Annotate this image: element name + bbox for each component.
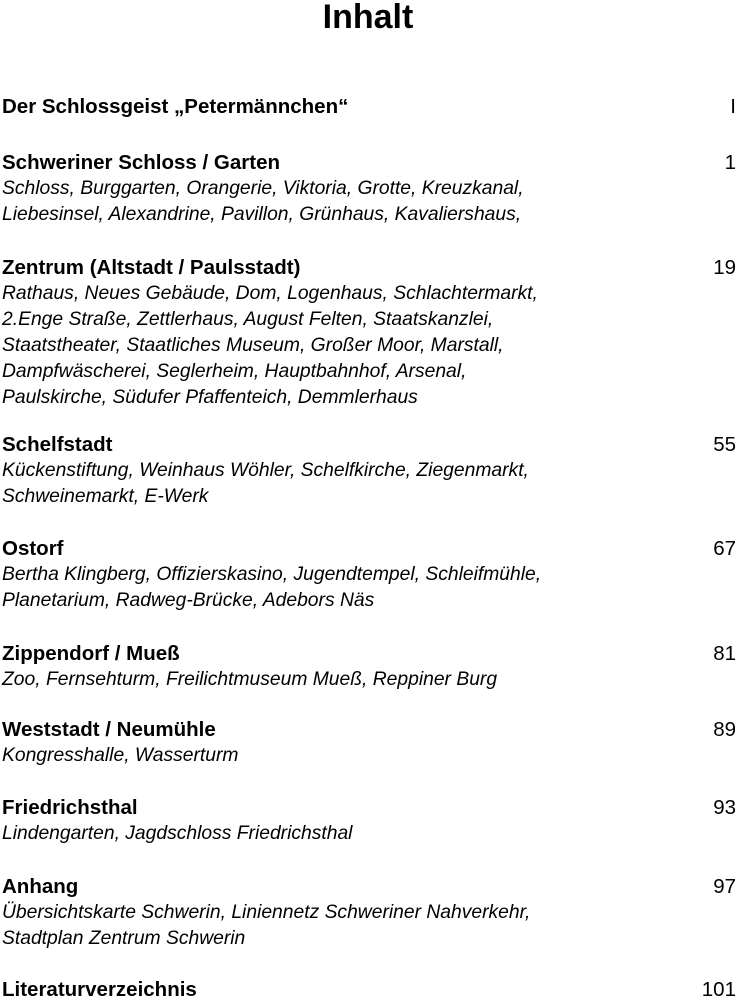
toc-entry-subtopics: Kückenstiftung, Weinhaus Wöhler, Schelfkirche, Ziegenmarkt, xyxy=(2,460,529,481)
toc-entry-subtopics: Schweinemarkt, E-Werk xyxy=(2,486,209,507)
toc-entry-heading xyxy=(2,255,736,281)
toc-entry-page-number: 93 xyxy=(713,796,736,819)
toc-entry-heading xyxy=(2,874,736,900)
toc-entry-title: Schweriner Schloss / Garten xyxy=(2,151,280,174)
toc-entry xyxy=(2,150,736,228)
toc-entry xyxy=(2,977,736,1003)
toc-entry-title: Ostorf xyxy=(2,537,64,560)
toc-entry-page-number: 1 xyxy=(724,151,736,174)
toc-entry-title: Weststadt / Neumühle xyxy=(2,718,216,741)
toc-entry xyxy=(2,94,736,120)
toc-entry-heading xyxy=(2,536,736,562)
toc-entry-page-number: 97 xyxy=(713,875,736,898)
toc-entry-subtopics: Bertha Klingberg, Offizierskasino, Jugendtempel, Schleifmühle, xyxy=(2,564,542,585)
page-title: Inhalt xyxy=(322,0,414,36)
toc-entry-subtopics: Paulskirche, Südufer Pfaffenteich, Demmlerhaus xyxy=(2,387,418,408)
toc-entry-subtopics: 2.Enge Straße, Zettlerhaus, August Felten, Staatskanzlei, xyxy=(2,309,494,330)
toc-entry-title: Zippendorf / Mueß xyxy=(2,642,180,665)
toc-entry-title: Schelfstadt xyxy=(2,433,113,456)
toc-entry-heading xyxy=(2,717,736,743)
toc-entry-subtopics: Kongresshalle, Wasserturm xyxy=(2,745,239,766)
toc-entry xyxy=(2,874,736,952)
toc-entry-subtopics: Liebesinsel, Alexandrine, Pavillon, Grünhaus, Kavaliershaus, xyxy=(2,204,522,225)
toc-entry-page-number: 81 xyxy=(713,642,736,665)
toc-entry-title: Literaturverzeichnis xyxy=(2,978,197,1001)
toc-entry-subtopics: Dampfwäscherei, Seglerheim, Hauptbahnhof, Arsenal, xyxy=(2,361,467,382)
toc-entry-page-number: I xyxy=(730,95,736,118)
toc-entry xyxy=(2,255,736,411)
toc-entry-page-number: 101 xyxy=(701,978,736,1001)
toc-entry-page-number: 55 xyxy=(713,433,736,456)
toc-entry-heading xyxy=(2,641,736,667)
toc-entry xyxy=(2,432,736,510)
toc-entry-subtopics: Stadtplan Zentrum Schwerin xyxy=(2,928,246,949)
toc-entry xyxy=(2,717,736,769)
toc-entry-title: Der Schlossgeist „Petermännchen“ xyxy=(2,95,349,118)
toc-entry-heading xyxy=(2,795,736,821)
toc-entry-subtopics: Rathaus, Neues Gebäude, Dom, Logenhaus, Schlachtermarkt, xyxy=(2,283,538,304)
toc-entry-subtopics: Übersichtskarte Schwerin, Liniennetz Schweriner Nahverkehr, xyxy=(2,902,531,923)
toc-entry xyxy=(2,536,736,614)
toc-entry-heading xyxy=(2,432,736,458)
toc-entry-subtopics: Schloss, Burggarten, Orangerie, Viktoria, Grotte, Kreuzkanal, xyxy=(2,178,524,199)
toc-entry-subtopics: Zoo, Fernsehturm, Freilichtmuseum Mueß, Reppiner Burg xyxy=(2,669,498,690)
toc-entry-title: Friedrichsthal xyxy=(2,796,138,819)
toc-entry-heading xyxy=(2,94,736,120)
toc-entry-page-number: 67 xyxy=(713,537,736,560)
toc-entry-subtopics: Staatstheater, Staatliches Museum, Großer Moor, Marstall, xyxy=(2,335,504,356)
toc-entry-page-number: 19 xyxy=(713,256,736,279)
toc-entry-heading xyxy=(2,977,736,1003)
toc-entry-subtopics: Planetarium, Radweg-Brücke, Adebors Näs xyxy=(2,590,375,611)
toc-entry xyxy=(2,795,736,847)
toc-entry-heading xyxy=(2,150,736,176)
toc-entry-subtopics: Lindengarten, Jagdschloss Friedrichsthal xyxy=(2,823,353,844)
toc-entry-title: Anhang xyxy=(2,875,79,898)
toc-entry-title: Zentrum (Altstadt / Paulsstadt) xyxy=(2,256,301,279)
toc-entry xyxy=(2,641,736,693)
toc-entry-page-number: 89 xyxy=(713,718,736,741)
